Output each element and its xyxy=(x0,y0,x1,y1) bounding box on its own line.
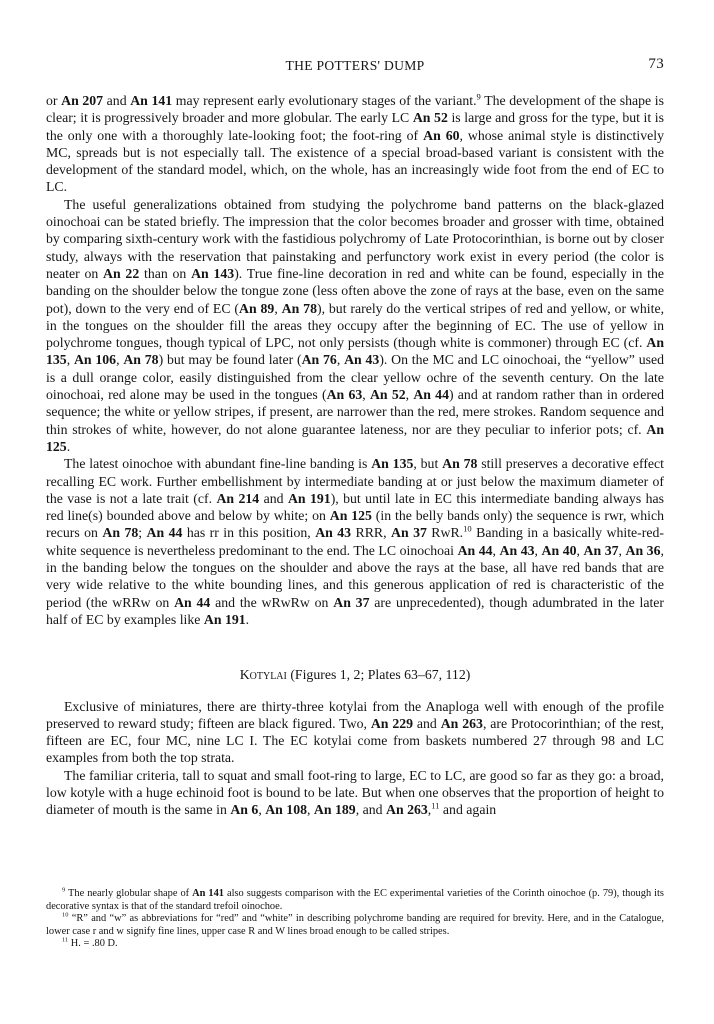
footnote: $^9$ The nearly globular shape of An 141 also suggests comparison with the EC experimental varieties of the Corinth oinochoe (p. 79), though its decorative syntax is that of the standard trefoil oinochoe. xyxy=(46,886,664,912)
paragraph: Exclusive of miniatures, there are thirty-three kotylai from the Anaploga well with enough of the profile preserved to reward study; fifteen are black figured. Two, An 229 and An 263, are Protocorinthian; of the rest, fifteen are EC, four MC, nine LC I. The EC kotylai come from baskets numbered 27 through 98 and LC examples from both the top strata. xyxy=(46,698,664,766)
paragraph: or An 207 and An 141 may represent early evolutionary stages of the variant.$^9$ The development of the shape is clear; it is progressively broader and more globular. The early LC An 52 is large and gross for the type, but it is the only one with a thoroughly late-looking foot; the foot-ring of An 60, whose animal style is distinctively MC, spreads but is not especially tall. The existence of a special broad-based variant is consistent with the development of the standard model, which, on the whole, has an increasingly wide foot from the end of EC to LC. xyxy=(46,91,665,195)
footnotes xyxy=(46,888,664,951)
footnote: $^{10}$ “R” and “w” as abbreviations for “red” and “white” in describing polychrome banding are required for brevity. Here, and in the Catalogue, lower case r and w signify fine lines, upper case R and W lines broad enough to be called stripes. xyxy=(46,911,664,937)
body-text xyxy=(46,92,664,819)
footnote: $^{11}$ H. = .80 D. xyxy=(62,936,118,950)
paragraph: The useful generalizations obtained from studying the polychrome band patterns on the black-glazed oinochoai can be stated briefly. The impression that the color becomes broader and grosser with time, obtained by comparing sixth-century work with the fastidious polychromy of Late Protocorinthian, is borne out by closer study, always with the reservation that painstaking and perfunctory work exist in every period (the color is neater on An 22 than on An 143). True fine-line decoration in red and white can be found, especially in the banding on the shoulder below the tongue zone (less often above the zone of rays at the base, even on the same pot), down to the very end of EC (An 89, An 78), but rarely do the vertical stripes of red and yellow, or white, in the tongues on the shoulder fill the areas they occupy after the beginning of EC. The use of yellow in polychrome tongues, though typical of LPC, not only persists (though white is commoner) through EC (cf. An 135, An 106, An 78) but may be found later (An 76, An 43). On the MC and LC oinochoai, the “yellow” used is a dull orange color, easily distinguished from the clear yellow ochre of the seventh century. On the late oinochoai, red alone may be used in the tongues (An 63, An 52, An 44) and at random rather than in ordered sequence; the white or yellow stripes, if present, are narrower than the red, mere strokes. Random sequence and thin strokes of white, however, do not alone guarantee lateness, nor are they peculiar to inferior pots; cf. An 125. xyxy=(46,196,665,454)
paragraph: The familiar criteria, tall to squat and small foot-ring to large, EC to LC, are good so far as they go: a broad, low kotyle with a huge echinoid foot is bound to be late. But when one observes that the proportion of height to diameter of mouth is the same in An 6, An 108, An 189, and An 263,11 and again xyxy=(46,767,664,818)
paragraph: The latest oinochoe with abundant fine-line banding is An 135, but An 78 still preserves a decorative effect recalling EC work. Further embellishment by intermediate banding at or just below the maximum diameter of the vase is not a late trait (cf. An 214 and An 191), but until late in EC this intermediate banding always has red line(s) bounded above and below by white; on An 125 (in the belly bands only) the sequence is rwr, which recurs on An 78; An 44 has rr in this position, An 43 RRR, An 37 RwR.$^{10}$ Banding in a basically white-red-white sequence is nevertheless predominant to the end. The LC oinochoai An 44, An 43, An 40, An 37, An 36, in the banding below the tongues on the shoulder and above the rays at the base, all have red bands that are very wide relative to the white bounding lines, and this generous application of red is characteristic of the period (the wRRw on An 44 and the wRwRw on An 37 are unprecedented), though adumbrated in the later half of EC by examples like An 191. xyxy=(46,456,665,627)
page xyxy=(46,56,664,819)
page-number: 73 xyxy=(648,56,664,72)
section-heading xyxy=(46,666,664,683)
section-subtitle: (Figures 1, 2; Plates 63–67, 112) xyxy=(286,667,471,683)
running-header xyxy=(46,56,664,80)
running-title: THE POTTERS' DUMP xyxy=(285,58,425,73)
section-title: Kotylai xyxy=(239,667,287,683)
